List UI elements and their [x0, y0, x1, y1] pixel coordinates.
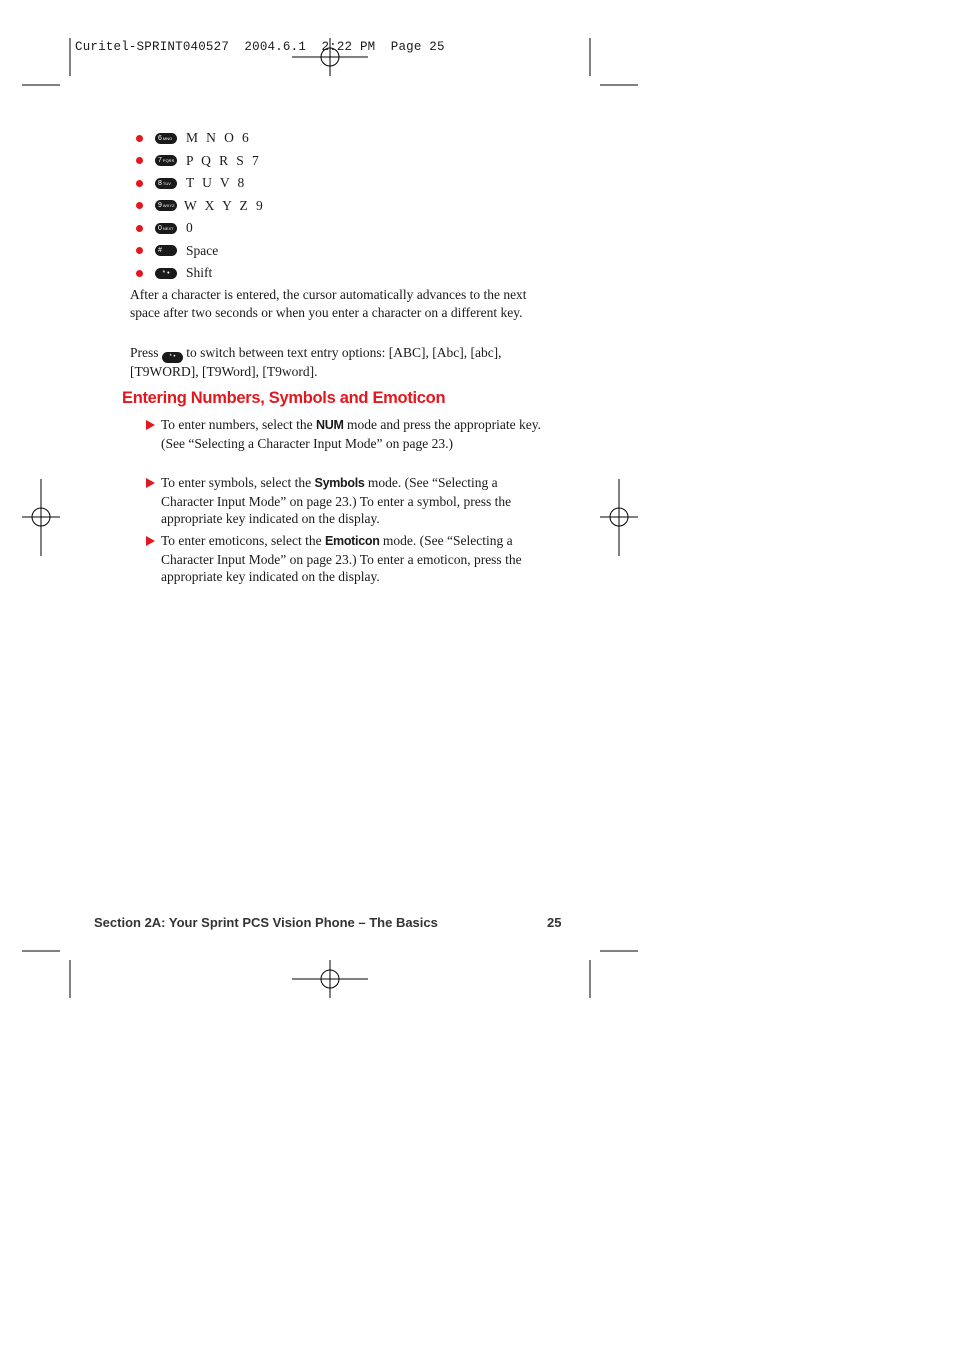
mode-name: Emoticon: [325, 534, 380, 548]
key-label: Space: [186, 242, 219, 258]
key-list: [132, 127, 265, 285]
key-label: T U V 8: [186, 175, 247, 191]
key-9-icon: 9 WXYZ: [155, 200, 177, 211]
arrow-bullet-icon: [146, 420, 155, 430]
key-7-icon: 7 PQRS: [155, 155, 177, 166]
print-slug: Curitel-SPRINT040527 2004.6.1 2:22 PM Page 25: [75, 40, 445, 54]
bullet-icon: [136, 135, 143, 142]
bullet-icon: [136, 247, 143, 254]
bullet-icon: [136, 270, 143, 277]
key-6-icon: 6 MNO: [155, 133, 177, 144]
list-item: To enter symbols, select the Symbols mode. (See “Selecting a Character Input Mode” on page 23.) To enter a symbol, press the appropriate key indicated on the display.: [146, 474, 546, 528]
list-item: [132, 217, 265, 240]
mode-name: Symbols: [314, 476, 365, 490]
key-label: Shift: [186, 265, 213, 281]
key-label: W X Y Z 9: [184, 197, 266, 213]
mode-name: NUM: [316, 418, 344, 432]
page-number: 25: [547, 915, 562, 930]
list-item: [132, 195, 265, 218]
bullet-icon: [136, 180, 143, 187]
list-item: [132, 172, 265, 195]
key-8-icon: 8 TUV: [155, 178, 177, 189]
arrow-bullet-icon: [146, 536, 155, 546]
list-item: To enter numbers, select the NUM mode and press the appropriate key. (See “Selecting a Character Input Mode” on page 23.): [146, 416, 546, 452]
footer-section-title: Section 2A: Your Sprint PCS Vision Phone – The Basics: [94, 915, 438, 930]
bullet-icon: [136, 202, 143, 209]
key-label: P Q R S 7: [186, 152, 262, 168]
body-paragraph: Press * • to switch between text entry options: [ABC], [Abc], [abc], [T9WORD], [T9Word], [T9word].: [130, 345, 502, 379]
key-0-icon: 0 NEXT: [155, 223, 177, 234]
list-item: [132, 150, 265, 173]
list-item: [132, 262, 265, 285]
body-paragraph: After a character is entered, the cursor automatically advances to the next space after two seconds or when you enter a character on a different key.: [130, 287, 527, 320]
key-label: 0: [186, 220, 193, 236]
list-item: [132, 127, 265, 150]
list-item: To enter emoticons, select the Emoticon mode. (See “Selecting a Character Input Mode” on page 23.) To enter a emoticon, press the appropriate key indicated on the display.: [146, 532, 546, 586]
key-star-icon: * •: [155, 268, 177, 279]
bullet-icon: [136, 157, 143, 164]
section-heading: Entering Numbers, Symbols and Emoticon: [122, 389, 446, 407]
key-star-icon: * •: [162, 352, 183, 363]
bullet-icon: [136, 225, 143, 232]
list-item: [132, 240, 265, 263]
arrow-bullet-icon: [146, 478, 155, 488]
key-label: M N O 6: [186, 130, 252, 146]
key-pound-icon: #: [155, 245, 177, 256]
